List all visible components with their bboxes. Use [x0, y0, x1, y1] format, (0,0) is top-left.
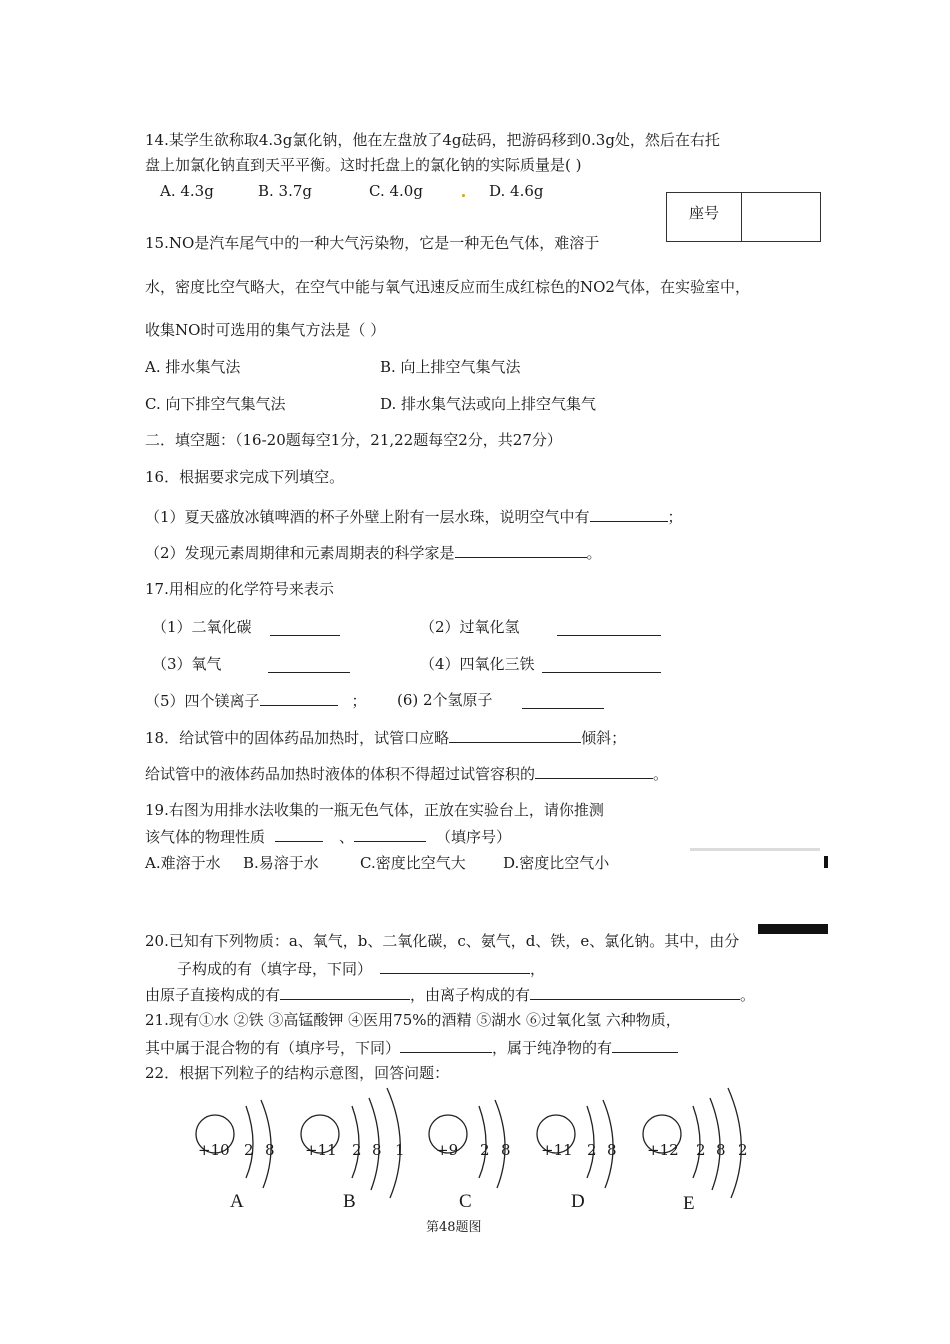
- q17-item-5-text: （5）四个镁离子: [145, 692, 260, 710]
- q21-line-2-mid: ，属于纯净物的有: [492, 1039, 613, 1057]
- atom-b-shell-2-count: 8: [372, 1141, 382, 1159]
- atom-d-shell-2-count: 8: [607, 1141, 617, 1159]
- q15-option-d: D. 排水集气法或向上排空气集气: [380, 395, 597, 413]
- q21-line-1: 21.现有①水 ②铁 ③高锰酸钾 ④医用75%的酒精 ⑤湖水 ⑥过氧化氢 六种物质，: [145, 1011, 681, 1029]
- atom-b-nucleus: +11: [305, 1141, 337, 1159]
- q20-line-1: 20.已知有下列物质：a、氧气，b、二氧化碳，c、氨气，d、铁，e、氯化钠。其中，由分: [145, 932, 740, 950]
- q20-line-3-end: 。: [740, 986, 756, 1004]
- q16-item-1-end: ；: [667, 508, 683, 526]
- atom-b-letter: B: [343, 1191, 356, 1212]
- q16-title: 16．根据要求完成下列填空。: [145, 468, 345, 486]
- q14-option-a: A. 4.3g: [160, 182, 214, 200]
- q17-item-1: （1）二氧化碳: [152, 618, 252, 636]
- atom-a-shell-2-count: 8: [265, 1141, 275, 1159]
- q14-line-2: 盘上加氯化钠直到天平平衡。这时托盘上的氯化钠的实际质量是( ): [145, 156, 582, 174]
- q15-line-3: 收集NO时可选用的集气方法是（ ）: [145, 321, 386, 339]
- q15-line-2: 水，密度比空气略大，在空气中能与氧气迅速反应而生成红棕色的NO2气体，在实验室中，: [145, 278, 750, 296]
- q20-line-2-text: 子构成的有（填字母，下同）: [177, 960, 373, 978]
- q14-line-1: 14.某学生欲称取4.3g氯化钠，他在左盘放了4g砝码，把游码移到0.3g处，然后在右托: [145, 131, 720, 149]
- atom-a-letter: A: [230, 1191, 244, 1212]
- atom-d-shell-1-count: 2: [587, 1141, 597, 1159]
- q17-item-4: （4）四氧化三铁: [420, 655, 535, 673]
- q17-item-6: (6) 2个氢原子: [397, 691, 493, 709]
- atom-e-nucleus: +12: [647, 1141, 679, 1159]
- q18-line-1-end: 倾斜；: [581, 729, 627, 747]
- atom-b-shell-3-count: 1: [395, 1141, 405, 1159]
- q15-line-1: 15.NO是汽车尾气中的一种大气污染物，它是一种无色气体，难溶于: [145, 234, 600, 252]
- section-2-title: 二．填空题：（16-20题每空1分，21,22题每空2分，共27分）: [145, 431, 562, 449]
- q19-option-d: D.密度比空气小: [503, 854, 610, 872]
- q17-item-5-end: ；: [351, 692, 367, 710]
- q21-line-2-text: 其中属于混合物的有（填序号，下同）: [145, 1039, 401, 1057]
- q19-line-2-end: （填序号）: [436, 828, 512, 846]
- figure-caption: 第48题图: [426, 1220, 482, 1235]
- q18-line-1-text: 18．给试管中的固体药品加热时，试管口应略: [145, 729, 450, 747]
- atom-b-shell-1-count: 2: [352, 1141, 362, 1159]
- q16-item-1-text: （1）夏天盛放冰镇啤酒的杯子外壁上附有一层水珠，说明空气中有: [145, 508, 590, 526]
- atom-e-letter: E: [683, 1193, 695, 1214]
- q19-line-1: 19.右图为用排水法收集的一瓶无色气体，正放在实验台上，请你推测: [145, 801, 604, 819]
- q16-item-2-text: （2）发现元素周期律和元素周期表的科学家是: [145, 544, 455, 562]
- q16-item-2-end: 。: [586, 544, 602, 562]
- atom-c-letter: C: [459, 1191, 472, 1212]
- q14-option-c: C. 4.0g: [369, 182, 423, 200]
- q14-option-d: D. 4.6g: [489, 182, 544, 200]
- q18-line-2-text: 给试管中的液体药品加热时液体的体积不得超过试管容积的: [145, 765, 536, 783]
- atom-a-nucleus: +10: [198, 1141, 230, 1159]
- q14-option-b: B. 3.7g: [258, 182, 313, 200]
- atom-c-nucleus: +9: [436, 1141, 459, 1159]
- q19-option-c: C.密度比空气大: [360, 854, 466, 872]
- q15-option-b: B. 向上排空气集气法: [380, 358, 521, 376]
- q19-option-b: B.易溶于水: [243, 854, 319, 872]
- q17-title: 17.用相应的化学符号来表示: [145, 580, 334, 598]
- atom-e-shell-1-count: 2: [696, 1141, 706, 1159]
- q17-item-2: （2）过氧化氢: [420, 618, 520, 636]
- q15-option-a: A. 排水集气法: [145, 358, 241, 376]
- q18-line-2-end: 。: [653, 765, 669, 783]
- q17-item-3: （3）氧气: [152, 655, 222, 673]
- q19-option-a: A.难溶于水: [145, 854, 221, 872]
- atom-c-shell-1-count: 2: [480, 1141, 490, 1159]
- atom-e-shell-3-count: 2: [738, 1141, 748, 1159]
- seat-number-label: 座号: [667, 193, 742, 241]
- q22-title: 22．根据下列粒子的结构示意图，回答问题：: [145, 1064, 450, 1082]
- atom-c-shell-2-count: 8: [501, 1141, 511, 1159]
- atom-d-nucleus: +11: [541, 1141, 573, 1159]
- atom-a-shell-1-count: 2: [244, 1141, 254, 1159]
- q19-line-2-mid: 、: [339, 828, 355, 846]
- q20-line-3-mid: ，由离子构成的有: [410, 986, 531, 1004]
- atom-e-shell-2-count: 8: [716, 1141, 726, 1159]
- q20-line-3-text: 由原子直接构成的有: [145, 986, 281, 1004]
- atom-d-letter: D: [571, 1191, 585, 1212]
- q20-line-2-end: ，: [530, 960, 546, 978]
- q19-line-2-text: 该气体的物理性质: [145, 828, 266, 846]
- q15-option-c: C. 向下排空气集气法: [145, 395, 286, 413]
